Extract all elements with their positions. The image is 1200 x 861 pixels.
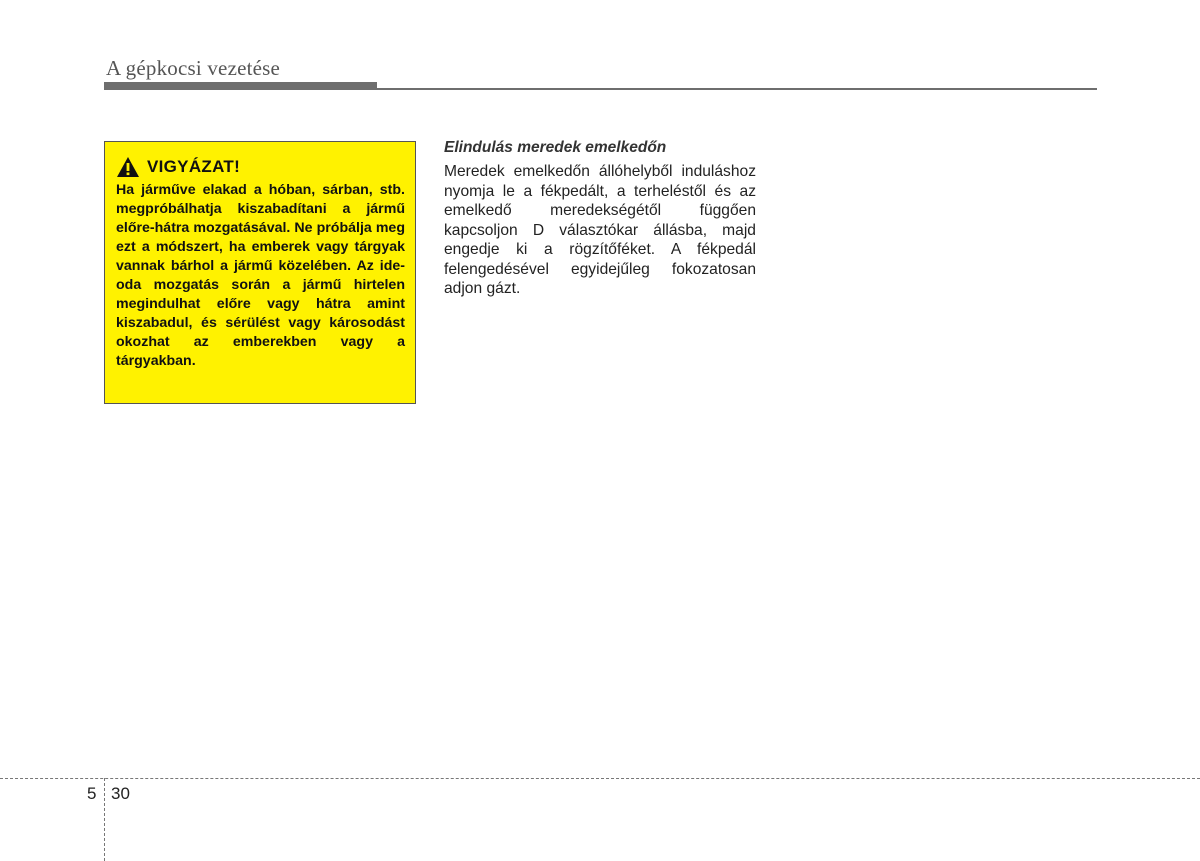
section-body: Meredek emelkedőn állóhelyből induláshoz nyomja le a fékpedált, a terheléstől és az emelkedő meredekségétől függően kapcsoljon D választókar állásba, majd engedje ki a rögzítőféket. A fékpedál felengedésével egyidejűleg fokozatosan adjon gázt.: [444, 163, 756, 297]
warning-text: Ha járműve elakad a hóban, sárban, stb. megpróbálhatja kiszabadítani a jármű előre-hátra mozgatásával. Ne próbálja meg ezt a módszert, ha emberek vagy tárgyak vannak bárhol a jármű közelében. Az ide-oda mozgatás során a jármű hirtelen megindulhat előre vagy hátra amint kiszabadul, és sérülést vagy károsodást okozhat az emberekben vagy a tárgyakban.: [116, 182, 405, 369]
footer-divider: [0, 778, 1200, 779]
footer-vertical-divider: [104, 778, 105, 861]
warning-box: [104, 141, 416, 404]
header-rule-thin: [377, 88, 1097, 90]
header-rule-thick: [104, 82, 377, 90]
chapter-number: 5: [87, 784, 97, 803]
warning-title: VIGYÁZAT!: [147, 157, 241, 176]
warning-triangle-icon: [116, 156, 140, 178]
section-heading: Elindulás meredek emelkedőn: [444, 139, 667, 156]
header-title: A gépkocsi vezetése: [106, 56, 281, 80]
warning-heading: [116, 154, 405, 180]
page-number: 30: [111, 784, 130, 803]
